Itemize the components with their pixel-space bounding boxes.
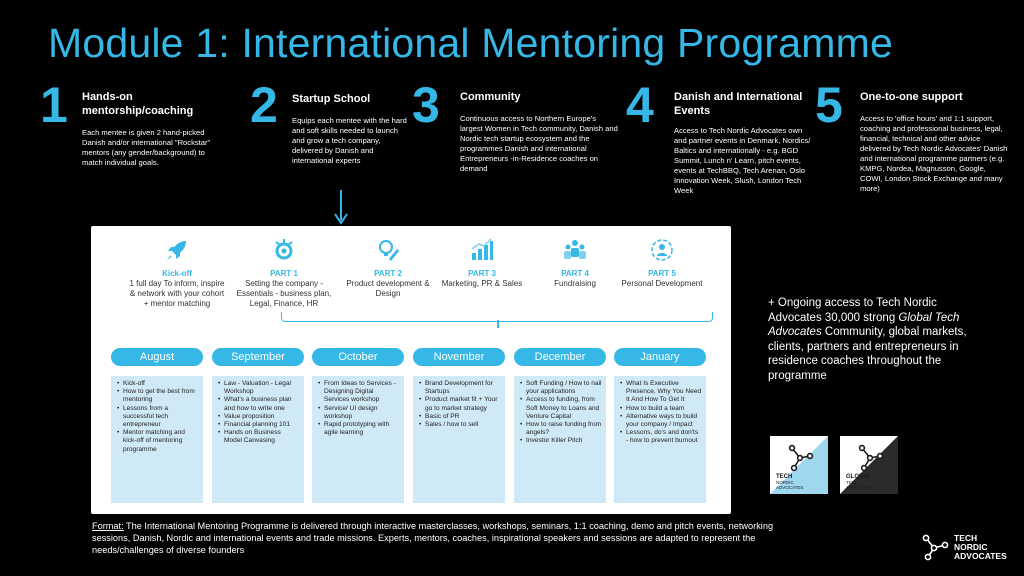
- brand-line-2: NORDIC: [954, 541, 988, 552]
- topic-item: • Basic of PR: [419, 413, 501, 421]
- pillar-number: 3: [412, 77, 440, 133]
- phase-label: PART 1: [270, 269, 298, 278]
- topic-item: • Rapid prototyping with agile learning: [318, 421, 400, 437]
- phase-text: Marketing, PR & Sales: [441, 279, 523, 288]
- global-tech-advocates-logo: [840, 436, 898, 494]
- month-august: [111, 348, 203, 503]
- logo-line-1: TECH: [776, 474, 793, 480]
- topic-item: • Value proposition: [218, 413, 300, 421]
- topic-item: • Lessons, do's and don'ts - how to prevent burnout: [620, 429, 702, 445]
- topic-item: • Product market fit + Your go to market strategy: [419, 396, 501, 412]
- month-topics: [413, 376, 505, 503]
- pillar-description: Access to Tech Nordic Advocates own and partner events in Denmark, Nordics/ Baltics and internationally - e.g. BGD Summit, Lunch n' Learn, pitch events, events at TechBBQ, Tech Arenan, Oslo Innovation Week, Slush, London Tech Week: [674, 126, 811, 195]
- format-note: [92, 520, 792, 556]
- down-arrow-icon: [333, 190, 349, 226]
- topic-item: • What Is Executive Presence, Why You Need It And How To Get It: [620, 380, 702, 405]
- month-topics: [312, 376, 404, 503]
- topic-item: • Access to funding, from Soft Money to Loans and Venture Capital: [520, 396, 602, 421]
- pillar-description: Access to 'office hours' and 1:1 support, coaching and professional business, legal, financial, technical and other advice delivered by Tech Nordic Advocates' Danish and international programme partners (e.g. KMPG, Nordea, Magnusson, Google, COWI, London Stock Exchange and many more): [860, 114, 1008, 193]
- ongoing-text-emphasis: Global Tech Advocates: [768, 311, 960, 338]
- topic-item: • Hands on Business Model Canvasing: [218, 429, 300, 445]
- topic-item: • From Ideas to Services - Designing Digital Services workshop: [318, 380, 400, 405]
- topic-item: • Lessons from a successful tech entrepreneur: [117, 405, 199, 430]
- logo-line-2: TECH: [846, 480, 859, 485]
- people-money-icon: [525, 236, 625, 264]
- month-topics: [514, 376, 606, 503]
- programme-timeline-panel: [91, 226, 731, 514]
- network-nodes-icon: [920, 532, 950, 562]
- ongoing-text-end: Community, global markets, clients, partners and entrepreneurs in residence coaches throughout the programme: [768, 326, 967, 382]
- month-topics: [111, 376, 203, 503]
- month-pill: October: [312, 348, 404, 366]
- pillar-description: Continuous access to Northern Europe's largest Women in Tech community, Danish and Nordic tech startup ecosystem and the programmes Danish and international Entrepreneurs -in-Residence coaches on demand: [460, 114, 618, 173]
- logo-line-1: GLOBAL: [846, 474, 872, 480]
- phase-label: Kick-off: [162, 269, 192, 278]
- topic-item: • Law - Valuation - Legal Workshop: [218, 380, 300, 396]
- month-january: [614, 348, 706, 503]
- pillar-number: 1: [40, 77, 68, 133]
- pillar-heading: One-to-one support: [860, 91, 963, 103]
- phase-text: Personal Development: [621, 279, 703, 288]
- topic-item: • Service/ UI design workshop: [318, 405, 400, 421]
- month-topics: [614, 376, 706, 503]
- month-pill: September: [212, 348, 304, 366]
- topic-item: • How to build a team: [620, 405, 702, 413]
- month-october: [312, 348, 404, 503]
- format-label: Format:: [92, 521, 124, 531]
- logo-line-2: NORDIC: [776, 480, 794, 485]
- logo-line-3: ADVOCATES: [846, 485, 874, 490]
- pillar-number: 5: [815, 77, 843, 133]
- phase-label: PART 5: [648, 269, 676, 278]
- phase-label: PART 4: [561, 269, 589, 278]
- gear-head-icon: [234, 236, 334, 264]
- month-pill: January: [614, 348, 706, 366]
- person-cycle-icon: [612, 236, 712, 264]
- topic-item: • Mentor matching and kick-off of mentoring programme: [117, 429, 199, 454]
- month-september: [212, 348, 304, 503]
- phase-part-1: [234, 236, 334, 309]
- topic-item: • Brand Development for Startups: [419, 380, 501, 396]
- phase-kickoff: [127, 236, 227, 309]
- pillar-description: Each mentee is given 2 hand-picked Danish and/or international "Rockstar" mentors (any gender/background) to match individual goals.: [82, 128, 211, 167]
- phase-label: PART 2: [374, 269, 402, 278]
- format-text: The International Mentoring Programme is delivered through interactive masterclasses, workshops, seminars, 1:1 coaching, demo and pitch events, networking sessions, Danish, Nordic and international events and trade missions. Experts, mentors, coaches, inspirational speakers and sessions are adapted to represent the needs/challenges of diverse founders: [92, 521, 774, 555]
- brand-logo: [920, 532, 1007, 562]
- pillar-heading: Hands-on mentorship/coaching: [82, 91, 194, 117]
- rocket-icon: [127, 236, 227, 264]
- phase-text: Setting the company - Essentials - business plan, Legal, Finance, HR: [236, 279, 332, 308]
- month-pill: August: [111, 348, 203, 366]
- phase-part-4: [525, 236, 625, 289]
- month-pill: November: [413, 348, 505, 366]
- topic-item: • Investor Killer Pitch: [520, 437, 602, 445]
- parts-bracket-tick: [497, 320, 499, 328]
- phase-text: Fundraising: [554, 279, 596, 288]
- phase-part-3: [432, 236, 532, 289]
- topic-item: • What's a business plan and how to write one: [218, 396, 300, 412]
- topic-item: • Alternative ways to build your company / Impact: [620, 413, 702, 429]
- phase-text: Product development & Design: [346, 279, 430, 298]
- month-november: [413, 348, 505, 503]
- topic-item: • How to raise funding from angels?: [520, 421, 602, 437]
- topic-item: • Kick-off: [117, 380, 199, 388]
- page-title: Module 1: International Mentoring Programme: [48, 20, 893, 66]
- phase-part-5: [612, 236, 712, 289]
- logo-line-3: ADVOCATES: [776, 485, 804, 490]
- pillar-description: Equips each mentee with the hard and soft skills needed to launch and grow a tech company, delivered by Danish and international experts: [292, 116, 407, 165]
- tech-nordic-advocates-logo: [770, 436, 828, 494]
- pillar-heading: Community: [460, 91, 521, 103]
- month-topics: [212, 376, 304, 503]
- pillar-heading: Danish and International Events: [674, 91, 803, 117]
- phase-text: 1 full day To inform, inspire & network with your cohort + mentor matching: [129, 279, 225, 308]
- bar-chart-icon: [432, 236, 532, 264]
- pillar-heading: Startup School: [292, 93, 371, 105]
- month-pill: December: [514, 348, 606, 366]
- ongoing-access-text: [768, 296, 968, 383]
- topic-item: • Soft Funding / How to nail your applications: [520, 380, 602, 396]
- phase-label: PART 3: [468, 269, 496, 278]
- phase-part-2: [338, 236, 438, 299]
- brand-line-1: TECH: [954, 532, 978, 543]
- topic-item: • Sales / how to sell: [419, 421, 501, 429]
- topic-item: • Financial planning 101: [218, 421, 300, 429]
- topic-item: • How to get the best from mentoring: [117, 388, 199, 404]
- ongoing-text-start: + Ongoing access to Tech Nordic Advocates 30,000 strong: [768, 297, 937, 324]
- month-december: [514, 348, 606, 503]
- brand-line-3: ADVOCATES: [954, 550, 1007, 561]
- pillar-number: 4: [626, 77, 654, 133]
- design-pencil-icon: [338, 236, 438, 264]
- pillar-number: 2: [250, 77, 278, 133]
